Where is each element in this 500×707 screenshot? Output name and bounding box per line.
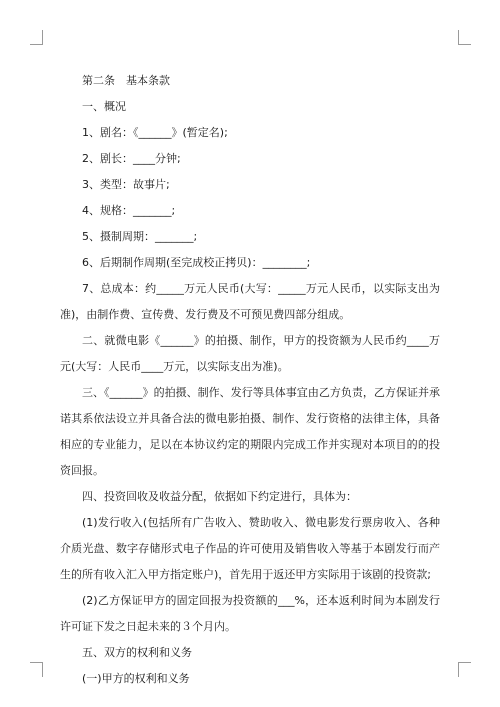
clause-investment-amount: 二、就微电影《______》的拍摄、制作，甲方的投资额为人民币约____万元(大写：人民币____万元，以实际支出为准)。 <box>60 334 440 373</box>
section-heading: 第二条 基本条款 <box>82 74 170 87</box>
crop-mark-bottom-right <box>458 662 471 677</box>
clause-title: 1、剧名：《______》(暂定名); <box>82 126 228 139</box>
clause-party-b-responsibility: 三、《______》的拍摄、制作、发行等具体事宜由乙方负责，乙方保证并承诺其系依法设立并具备合法的微电影拍摄、制作、发行资格的法律主体，具备相应的专业能力，足以在本协议约定的期限内完成工作并实现对本项目的的投资回报。 <box>60 386 440 477</box>
subsection-heading-party-a: (一)甲方的权利和义务 <box>82 672 190 685</box>
subsection-heading-overview: 一、概况 <box>82 100 126 113</box>
clause-post-production: 6、后期制作周期(至完成校正拷贝)：________; <box>82 256 311 269</box>
subsection-heading-rights: 五、双方的权利和义务 <box>82 646 192 659</box>
clause-length: 2、剧长：____分钟; <box>82 152 181 165</box>
crop-mark-top-right <box>458 30 471 45</box>
clause-shooting-period: 5、摄制周期：_______; <box>82 230 198 243</box>
crop-mark-bottom-left <box>30 662 43 677</box>
clause-genre: 3、类型：故事片; <box>82 178 170 191</box>
clause-format: 4、规格：_______; <box>82 204 176 217</box>
clause-revenue-item-2: (2)乙方保证甲方的固定回报为投资额的___%，还本返利时间为本剧发行许可证下发之日起未来的３个月内。 <box>60 594 440 633</box>
document-body <box>60 68 440 692</box>
clause-revenue-distribution: 四、投资回收及收益分配，依据如下约定进行，具体为： <box>82 490 357 503</box>
crop-mark-top-left <box>30 30 43 45</box>
clause-revenue-item-1: (1)发行收入(包括所有广告收入、赞助收入、微电影发行票房收入、各种介质光盘、数字存储形式电子作品的许可使用及销售收入等基于本剧发行而产生的所有收入汇入甲方指定账户)，首先用于返还甲方实际用于该剧的投资款; <box>60 516 440 581</box>
clause-total-cost: 7、总成本：约_____万元人民币(大写：_____万元人民币，以实际支出为准)，由制作费、宣传费、发行费及不可预见费四部分组成。 <box>60 282 440 321</box>
